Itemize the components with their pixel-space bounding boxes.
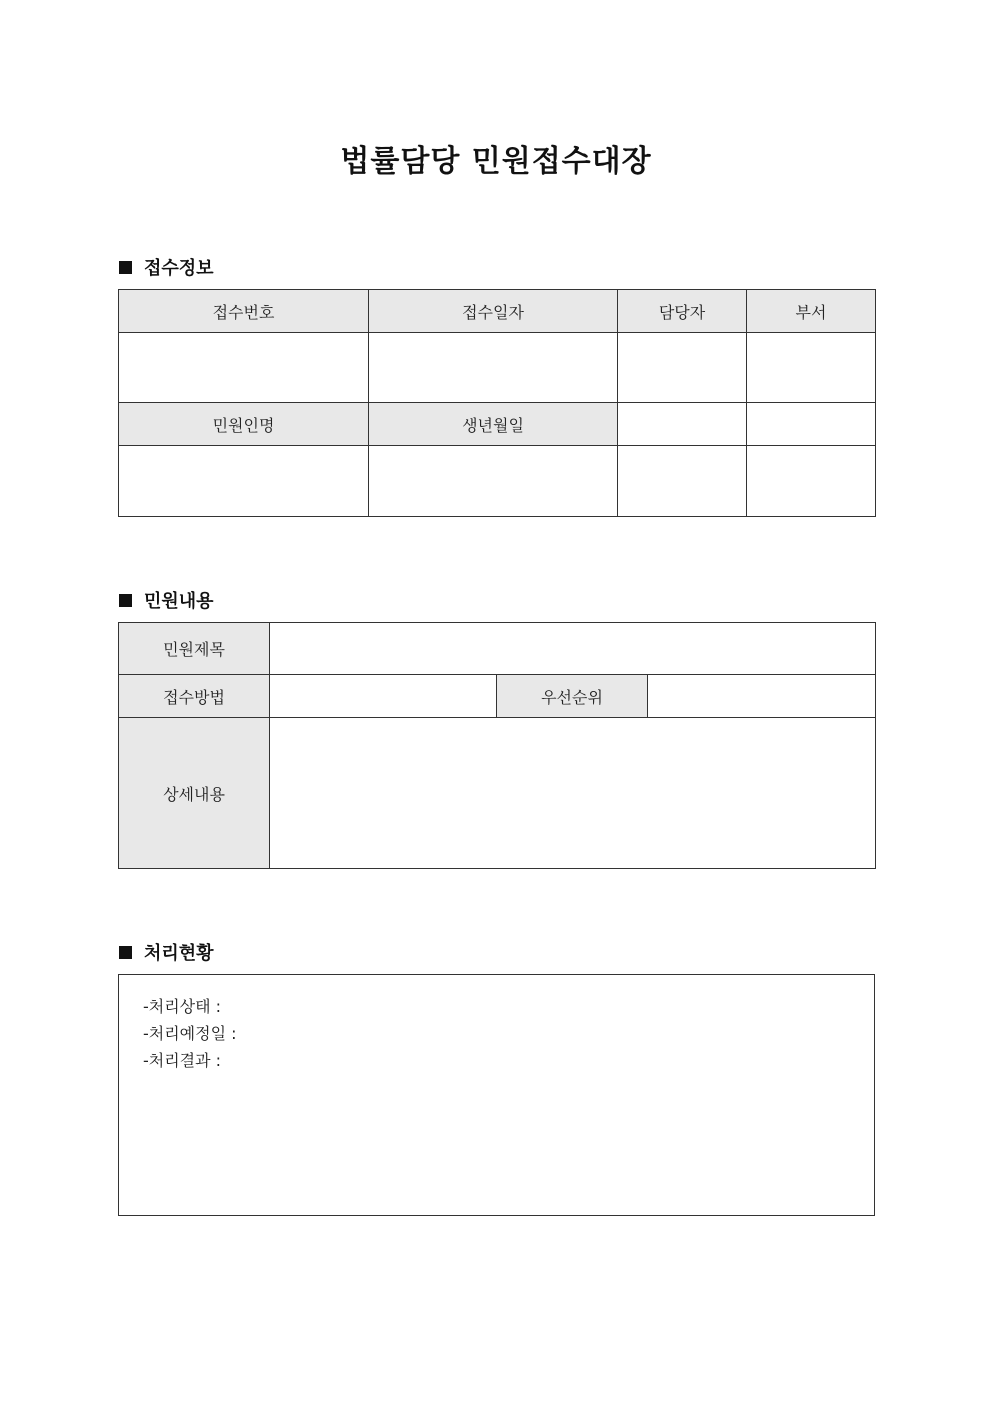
header-cell-birth-date: 생년월일 (369, 403, 618, 446)
section-heading-label: 민원내용 (144, 591, 214, 612)
status-lines (143, 993, 237, 1074)
square-bullet-icon (119, 946, 132, 959)
status-line-state: -처리상태 : (143, 997, 222, 1016)
header-cell-complainant-name: 민원인명 (119, 403, 369, 446)
header-cell-priority: 우선순위 (497, 675, 648, 718)
input-cell-department[interactable] (747, 333, 876, 403)
section-heading-label: 접수정보 (144, 258, 214, 279)
header-cell-receipt-date: 접수일자 (369, 290, 618, 333)
section-heading-reception (119, 254, 214, 280)
blank-cell[interactable] (618, 446, 747, 517)
input-cell-receipt-date[interactable] (369, 333, 618, 403)
square-bullet-icon (119, 261, 132, 274)
input-cell-priority[interactable] (648, 675, 876, 718)
header-cell-receipt-number: 접수번호 (119, 290, 369, 333)
input-cell-birth-date[interactable] (369, 446, 618, 517)
input-cell-receipt-method[interactable] (270, 675, 497, 718)
section-heading-label: 처리현황 (144, 943, 214, 964)
input-cell-complainant-name[interactable] (119, 446, 369, 517)
header-cell-department: 부서 (747, 290, 876, 333)
reception-table (118, 289, 876, 517)
header-cell-receipt-method: 접수방법 (119, 675, 270, 718)
input-cell-details[interactable] (270, 718, 876, 869)
blank-cell[interactable] (747, 446, 876, 517)
section-heading-status (119, 939, 214, 965)
section-heading-content (119, 587, 214, 613)
page-title: 법률담당 민원접수대장 (340, 144, 652, 179)
status-line-scheduled-date: -처리예정일 : (143, 1024, 237, 1043)
input-cell-receipt-number[interactable] (119, 333, 369, 403)
header-cell-details: 상세내용 (119, 718, 270, 869)
status-line-result: -처리결과 : (143, 1051, 222, 1070)
header-cell-manager: 담당자 (618, 290, 747, 333)
input-cell-complaint-title[interactable] (270, 623, 876, 675)
blank-cell[interactable] (618, 403, 747, 446)
square-bullet-icon (119, 594, 132, 607)
input-cell-manager[interactable] (618, 333, 747, 403)
header-cell-complaint-title: 민원제목 (119, 623, 270, 675)
blank-cell[interactable] (747, 403, 876, 446)
status-box[interactable] (118, 974, 875, 1216)
content-table (118, 622, 876, 869)
